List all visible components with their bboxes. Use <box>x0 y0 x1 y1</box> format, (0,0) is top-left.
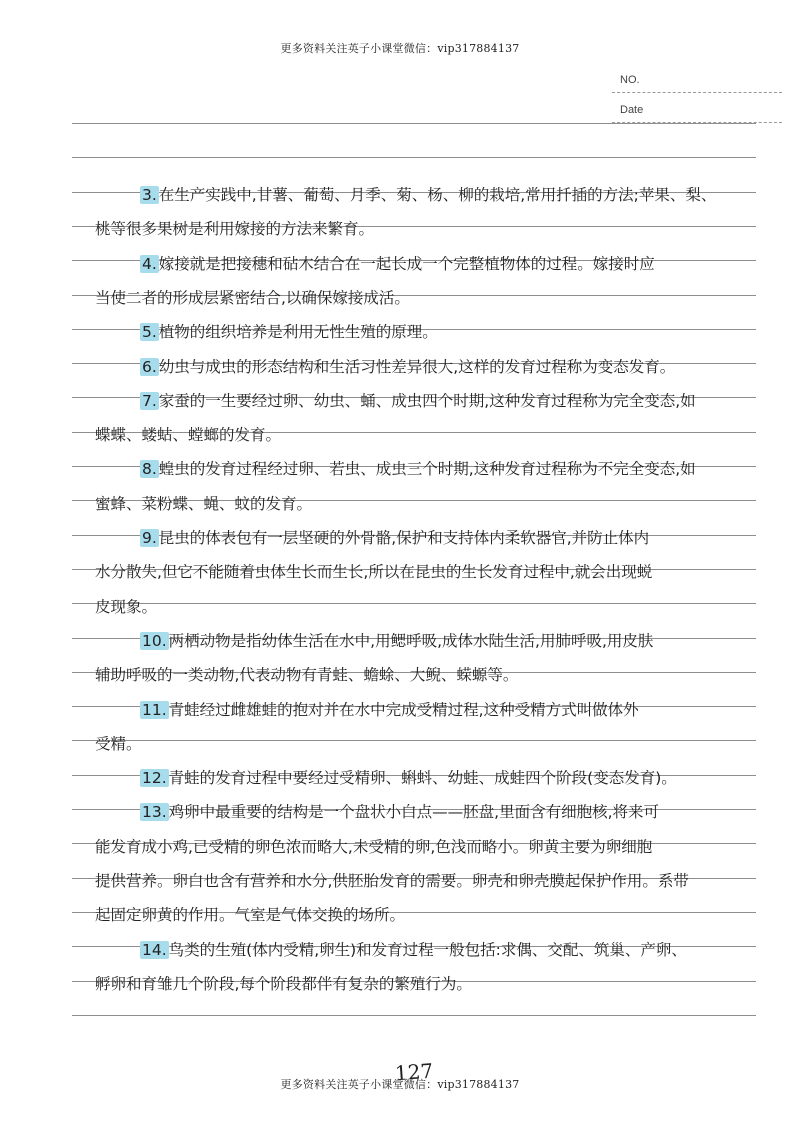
note-text: 蝗虫的发育过程经过卵、若虫、成虫三个时期,这种发育过程称为不完全变态,如 <box>158 460 696 479</box>
item-number: 8. <box>142 460 157 479</box>
note-line <box>95 489 755 519</box>
note-line <box>140 249 755 279</box>
item-number: 5. <box>142 323 157 342</box>
note-line <box>140 797 755 827</box>
note-text: 当使二者的形成层紧密结合,以确保嫁接成活。 <box>95 288 410 307</box>
note-text: 能发育成小鸡,已受精的卵色浓而略大,未受精的卵,色浅而略小。卵黄主要为卵细胞 <box>95 837 653 856</box>
note-line <box>140 626 755 656</box>
note-line <box>95 866 755 896</box>
note-line <box>95 283 755 313</box>
note-text: 辅助呼吸的一类动物,代表动物有青蛙、蟾蜍、大鲵、蝾螈等。 <box>95 666 519 685</box>
note-text: 青蛙的发育过程中要经过受精卵、蝌蚪、幼蛙、成蛙四个阶段(变态发育)。 <box>168 769 677 788</box>
note-line <box>140 763 755 793</box>
item-number: 13. <box>142 803 167 822</box>
item-number: 6. <box>142 357 157 376</box>
note-line <box>95 420 755 450</box>
note-text: 桃等很多果树是利用嫁接的方法来繁育。 <box>95 220 375 239</box>
note-text: 青蛙经过雌雄蛙的抱对并在水中完成受精过程,这种受精方式叫做体外 <box>168 700 639 719</box>
note-line <box>140 180 755 210</box>
note-line <box>140 523 755 553</box>
note-line <box>95 832 755 862</box>
note-text: 蜜蜂、菜粉蝶、蝇、蚊的发育。 <box>95 494 313 513</box>
note-text: 昆虫的体表包有一层坚硬的外骨骼,保护和支持体内柔软器官,并防止体内 <box>158 529 650 547</box>
note-line <box>140 935 755 965</box>
note-text: 鸟类的生殖(体内受精,卵生)和发育过程一般包括:求偶、交配、筑巢、产卵、 <box>168 940 687 959</box>
note-text: 起固定卵黄的作用。气室是气体交换的场所。 <box>95 906 406 925</box>
note-text: 孵卵和育雏几个阶段,每个阶段都伴有复杂的繁殖行为。 <box>95 974 472 993</box>
item-number: 7. <box>142 391 157 410</box>
item-number: 12. <box>142 769 167 788</box>
note-line <box>140 386 755 416</box>
note-text: 蝶蝶、蝼蛄、螳螂的发育。 <box>95 426 282 445</box>
item-number: 9. <box>142 529 157 547</box>
ruled-line <box>72 123 756 124</box>
note-text: 两栖动物是指幼体生活在水中,用鳃呼吸,成体水陆生活,用肺呼吸,用皮肤 <box>168 631 654 650</box>
note-text: 幼虫与成虫的形态结构和生活习性差异很大,这样的发育过程称为变态发育。 <box>158 357 676 376</box>
note-text: 家蚕的一生要经过卵、幼虫、蛹、成虫四个时期,这种发育过程称为完全变态,如 <box>158 391 696 410</box>
note-line <box>140 695 755 725</box>
note-text: 水分散失,但它不能随着虫体生长而生长,所以在昆虫的生长发育过程中,就会出现蜕 <box>95 563 653 582</box>
notebook-no-label: NO. <box>620 74 640 86</box>
page-number: 127 <box>394 1058 434 1086</box>
watermark-bottom: 更多资料关注英子小课堂微信：vip317884137 <box>280 1078 520 1091</box>
watermark-top: 更多资料关注英子小课堂微信：vip317884137 <box>280 42 520 55</box>
note-text: 提供营养。卵白也含有营养和水分,供胚胎发育的需要。卵壳和卵壳膜起保护作用。系带 <box>95 872 689 890</box>
item-number: 14. <box>142 940 167 959</box>
note-line <box>95 900 755 930</box>
note-text: 皮现象。 <box>95 597 158 616</box>
item-number: 3. <box>142 186 157 204</box>
note-line <box>140 454 755 484</box>
notebook-date-label: Date <box>620 104 644 116</box>
note-line <box>95 969 755 999</box>
note-text: 鸡卵中最重要的结构是一个盘状小白点——胚盘,里面含有细胞核,将来可 <box>168 803 660 822</box>
note-line <box>95 729 755 759</box>
note-text: 受精。 <box>95 734 142 753</box>
item-number: 4. <box>142 254 157 273</box>
no-underline <box>612 92 782 93</box>
note-line <box>95 660 755 690</box>
note-line <box>95 214 755 244</box>
note-line <box>140 317 755 347</box>
item-number: 11. <box>142 700 167 719</box>
note-line <box>95 557 755 587</box>
note-text: 植物的组织培养是利用无性生殖的原理。 <box>158 323 438 342</box>
note-text: 嫁接就是把接穗和砧木结合在一起长成一个完整植物体的过程。嫁接时应 <box>158 254 655 273</box>
ruled-line <box>72 157 756 158</box>
note-line <box>140 352 755 382</box>
note-line <box>95 592 755 622</box>
note-text: 在生产实践中,甘薯、葡萄、月季、菊、杨、柳的栽培,常用扦插的方法;苹果、梨、 <box>158 186 717 204</box>
item-number: 10. <box>142 631 167 650</box>
ruled-line <box>72 1015 756 1016</box>
